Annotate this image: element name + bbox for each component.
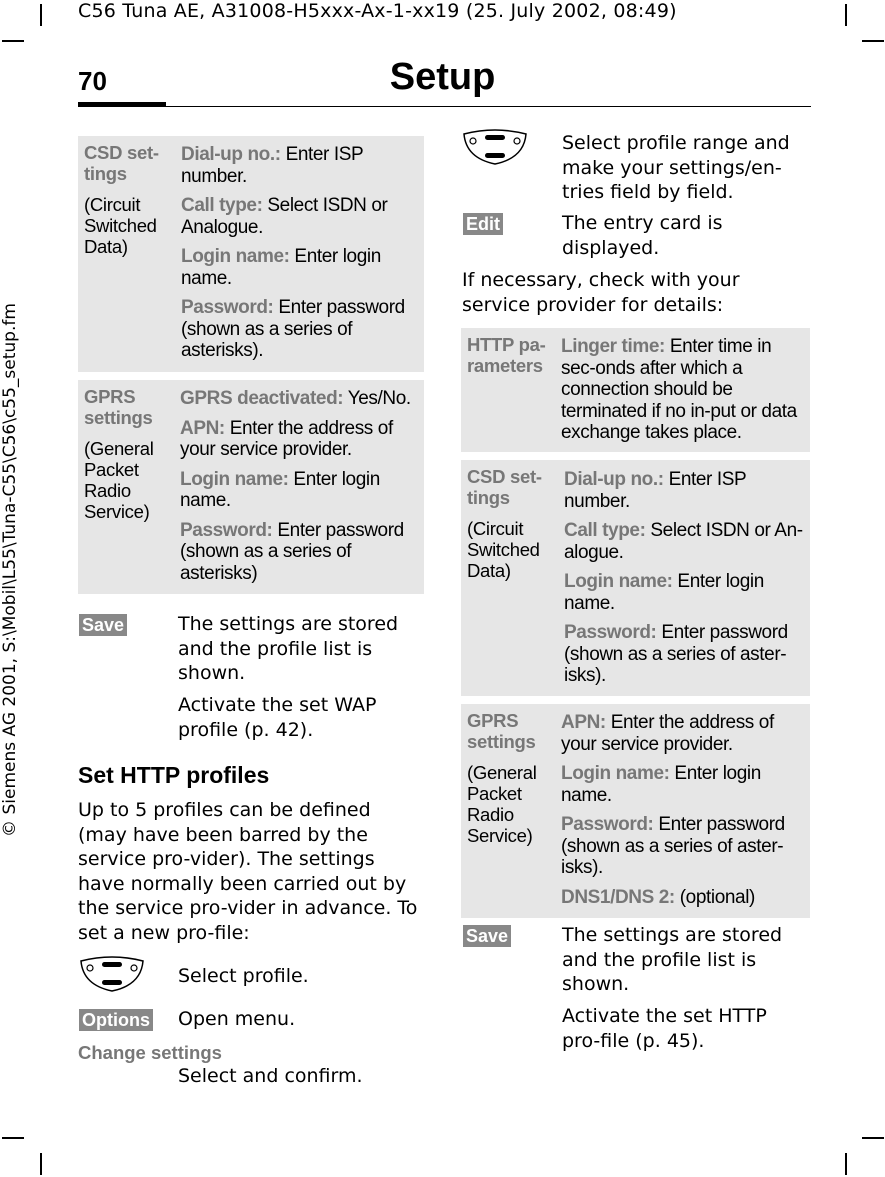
csd-label-title: CSD set-tings — [467, 466, 542, 508]
csd-label-left — [84, 142, 164, 257]
http-label-title: HTTP pa-rameters — [467, 334, 546, 376]
gprs-label-sub: (General Packet Radio Service) — [84, 438, 154, 522]
crop-mark — [2, 40, 24, 42]
gprs-label-left — [84, 386, 164, 522]
gprs-item-dns: DNS1/DNS 2: (optional) — [561, 886, 755, 908]
crop-mark — [862, 1137, 884, 1139]
save-softkey-left: Save — [79, 614, 127, 636]
document-header: C56 Tuna AE, A31008-H5xxx-Ax-1-xx19 (25. July 2002, 08:49) — [78, 0, 677, 22]
activate-http-text: Activate the set HTTP pro-file (p. 45). — [562, 1005, 767, 1052]
select-profile-text: Select profile. — [178, 965, 309, 987]
gprs-items-right — [561, 712, 803, 916]
select-range-text: Select profile range and make your settings/en-tries field by field. — [562, 132, 790, 203]
csd-items-right — [564, 469, 804, 695]
save-softkey-right: Save — [463, 925, 511, 947]
gprs-item-apn: APN: Enter the address of your service provider. — [180, 417, 393, 460]
csd-label-sub: (Circuit Switched Data) — [467, 518, 540, 581]
section-heading: Set HTTP profiles — [78, 762, 270, 788]
csd-item-password: Password: Enter password (shown as a series of aster-isks). — [564, 622, 788, 686]
gprs-item-deactivated: GPRS deactivated: Yes/No. — [180, 388, 411, 409]
gprs-item-apn: APN: Enter the address of your service provider. — [561, 712, 774, 755]
crop-mark — [845, 4, 847, 26]
csd-item-password: Password: Enter password (shown as a series of asterisks). — [181, 297, 405, 361]
activate-wap-text: Activate the set WAP profile (p. 42). — [178, 694, 377, 741]
save-text-left: The settings are stored and the profile list is shown. — [178, 613, 399, 684]
page-number: 70 — [78, 66, 107, 96]
side-copyright: © Siemens AG 2001, S:\Mobil\L55\Tuna-C55\C56\c55_setup.fm — [0, 303, 20, 837]
section-paragraph: Up to 5 profiles can be defined (may have been barred by the service pro-vider). The settings have normally been carried out by the service pro-vider in advance. To set a new pro-file: — [78, 799, 418, 944]
header-rule — [78, 106, 811, 107]
navigation-key-icon — [78, 955, 146, 993]
gprs-item-login: Login name: Enter login name. — [561, 763, 761, 806]
navigation-key-icon — [461, 128, 529, 166]
csd-item-calltype: Call type: Select ISDN or Analogue. — [181, 195, 388, 238]
gprs-item-password: Password: Enter password (shown as a series of aster-isks). — [561, 814, 785, 878]
csd-label-right — [467, 466, 552, 581]
csd-item-login: Login name: Enter login name. — [564, 571, 764, 614]
entry-card-text: The entry card is displayed. — [562, 212, 723, 259]
gprs-label-title: GPRS settings — [467, 710, 536, 752]
csd-label-title: CSD set-tings — [84, 142, 159, 184]
crop-mark — [845, 1153, 847, 1175]
open-menu-text: Open menu. — [178, 1008, 296, 1030]
csd-item-dialup: Dial-up no.: Enter ISP number. — [564, 469, 746, 512]
csd-label-sub: (Circuit Switched Data) — [84, 194, 157, 257]
csd-items-left — [181, 144, 416, 370]
gprs-items-left — [180, 388, 418, 592]
check-provider-text: If necessary, check with your service provider for details: — [462, 269, 740, 316]
gprs-label-right — [467, 710, 552, 846]
select-confirm-text: Select and confirm. — [178, 1065, 363, 1087]
edit-softkey: Edit — [463, 213, 503, 235]
csd-item-calltype: Call type: Select ISDN or An-alogue. — [564, 520, 803, 563]
csd-item-login: Login name: Enter login name. — [181, 246, 381, 289]
save-text-right: The settings are stored and the profile list is shown. — [562, 924, 783, 995]
http-item-linger: Linger time: Enter time in sec-onds after which a connection should be terminated if no in-put or data exchange takes place. — [561, 336, 797, 443]
gprs-item-login: Login name: Enter login name. — [180, 468, 380, 511]
page-title: Setup — [389, 56, 496, 98]
http-label — [467, 334, 552, 376]
http-items — [561, 336, 806, 452]
gprs-label-sub: (General Packet Radio Service) — [467, 762, 537, 846]
crop-mark — [40, 4, 42, 26]
change-settings-menu-item: Change settings — [78, 1042, 222, 1063]
options-softkey: Options — [79, 1009, 153, 1031]
crop-mark — [862, 40, 884, 42]
csd-item-dialup: Dial-up no.: Enter ISP number. — [181, 144, 363, 187]
crop-mark — [40, 1153, 42, 1175]
gprs-label-title: GPRS settings — [84, 386, 153, 428]
crop-mark — [2, 1137, 24, 1139]
gprs-item-password: Password: Enter password (shown as a series of asterisks) — [180, 519, 404, 584]
